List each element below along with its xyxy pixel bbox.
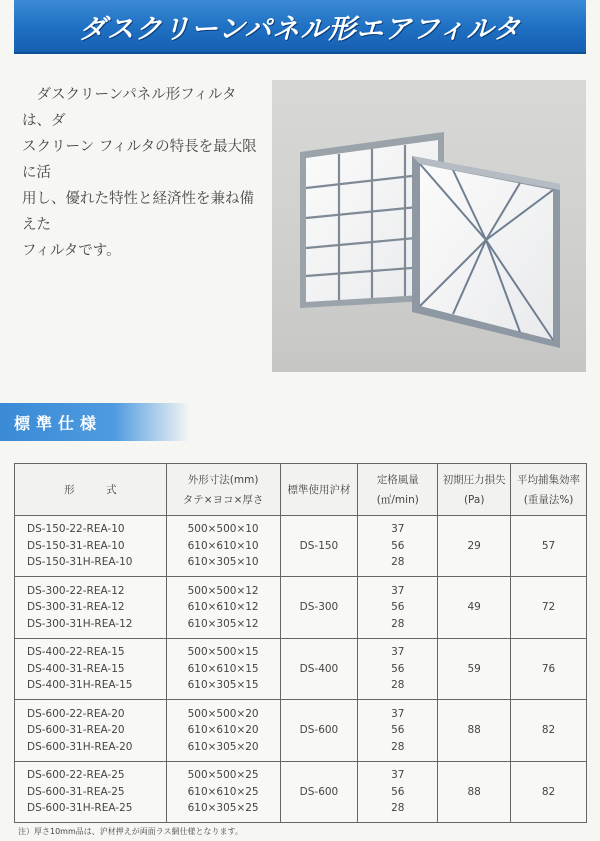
flow-value: 37 (391, 769, 405, 782)
flow-value: 56 (391, 662, 405, 675)
header-pressure-label: 初期圧力損失 (442, 473, 506, 486)
flow-value: 28 (391, 617, 405, 630)
flow-value: 28 (391, 679, 405, 692)
dims-value: 610×305×15 (187, 679, 259, 692)
dims-value: 500×500×15 (187, 646, 259, 659)
media-cell: DS-600 (280, 761, 358, 822)
model-name: DS-600-31-REA-25 (27, 785, 125, 798)
model-cell (15, 577, 167, 638)
model-name: DS-300-31H-REA-12 (27, 617, 133, 630)
dims-cell (166, 638, 280, 699)
pressure-cell: 88 (438, 700, 511, 761)
model-cell (15, 638, 167, 699)
flow-value: 28 (391, 556, 405, 569)
header-flow (358, 464, 438, 516)
pressure-cell: 88 (438, 761, 511, 822)
dims-cell (166, 577, 280, 638)
pressure-cell: 59 (438, 638, 511, 699)
model-name: DS-300-22-REA-12 (27, 584, 125, 597)
model-name: DS-150-31-REA-10 (27, 539, 125, 552)
table-row (15, 761, 587, 822)
table-row (15, 700, 587, 761)
dims-cell (166, 700, 280, 761)
model-name: DS-300-31-REA-12 (27, 601, 125, 614)
table-row (15, 516, 587, 577)
dims-cell (166, 516, 280, 577)
model-name: DS-400-31H-REA-15 (27, 679, 133, 692)
flow-cell (358, 700, 438, 761)
efficiency-cell: 72 (511, 577, 587, 638)
dims-value: 610×610×15 (187, 662, 259, 675)
pressure-cell: 29 (438, 516, 511, 577)
flow-cell (358, 577, 438, 638)
header-model: 形 式 (15, 464, 167, 516)
dims-value: 610×305×20 (187, 740, 259, 753)
dims-value: 500×500×20 (187, 707, 259, 720)
dims-value: 610×610×10 (187, 539, 259, 552)
model-name: DS-400-31-REA-15 (27, 662, 125, 675)
header-efficiency-label: 平均捕集効率 (517, 473, 581, 486)
flow-cell (358, 638, 438, 699)
efficiency-cell: 76 (511, 638, 587, 699)
intro-line: フィルタです。 (22, 243, 121, 259)
flow-value: 56 (391, 601, 405, 614)
model-name: DS-600-31H-REA-20 (27, 740, 133, 753)
dims-value: 500×500×25 (187, 769, 259, 782)
table-row (15, 577, 587, 638)
efficiency-cell: 82 (511, 700, 587, 761)
model-name: DS-600-31-REA-20 (27, 724, 125, 737)
flow-value: 37 (391, 707, 405, 720)
media-cell: DS-300 (280, 577, 358, 638)
flow-cell (358, 516, 438, 577)
header-pressure (438, 464, 511, 516)
model-cell (15, 700, 167, 761)
intro-line: スクリーン フィルタの特長を最大限に活 (22, 139, 257, 181)
intro-line: ダスクリーンパネル形フィルタは、ダ (22, 87, 237, 129)
diamond-filter-panel (412, 156, 560, 348)
efficiency-cell: 57 (511, 516, 587, 577)
flow-value: 56 (391, 539, 405, 552)
dims-value: 500×500×10 (187, 523, 259, 536)
header-efficiency (511, 464, 587, 516)
header-efficiency-unit: (重量法%) (523, 493, 574, 506)
flow-value: 56 (391, 724, 405, 737)
dims-value: 610×305×12 (187, 617, 259, 630)
model-cell (15, 516, 167, 577)
table-header-row (15, 464, 587, 516)
flow-value: 28 (391, 802, 405, 815)
dims-value: 610×610×25 (187, 785, 259, 798)
model-cell (15, 761, 167, 822)
dims-value: 610×610×20 (187, 724, 259, 737)
efficiency-cell: 82 (511, 761, 587, 822)
flow-value: 56 (391, 785, 405, 798)
header-flow-unit: (㎥/min) (376, 493, 419, 506)
model-name: DS-600-22-REA-25 (27, 769, 125, 782)
table-row (15, 638, 587, 699)
dims-value: 500×500×12 (187, 584, 259, 597)
model-name: DS-150-31H-REA-10 (27, 556, 133, 569)
page-title: ダスクリーンパネル形エアフィルタ (78, 13, 522, 45)
media-cell: DS-600 (280, 700, 358, 761)
header-pressure-unit: (Pa) (463, 493, 485, 506)
flow-value: 28 (391, 740, 405, 753)
dims-value: 610×305×10 (187, 556, 259, 569)
flow-cell (358, 761, 438, 822)
flow-value: 37 (391, 584, 405, 597)
filter-panels-illustration (272, 80, 586, 372)
model-name: DS-150-22-REA-10 (27, 523, 125, 536)
header-dims-sub: タテ×ヨコ×厚さ (182, 493, 264, 506)
section-title: 標準仕様 (14, 413, 103, 433)
media-cell: DS-400 (280, 638, 358, 699)
title-banner (14, 0, 586, 54)
header-flow-label: 定格風量 (376, 473, 419, 486)
header-dims-label: 外形寸法(mm) (187, 473, 259, 486)
spec-table (14, 463, 587, 823)
footnote: 注）厚さ10mm品は、沪材押えが両面ラス網仕様となります。 (18, 827, 243, 836)
dims-cell (166, 761, 280, 822)
intro-text (22, 82, 262, 264)
flow-value: 37 (391, 646, 405, 659)
intro-line: 用し、優れた特性と経済性を兼ね備えた (22, 191, 254, 233)
section-header (0, 403, 190, 441)
dims-value: 610×610×12 (187, 601, 259, 614)
model-name: DS-400-22-REA-15 (27, 646, 125, 659)
media-cell: DS-150 (280, 516, 358, 577)
model-name: DS-600-22-REA-20 (27, 707, 125, 720)
pressure-cell: 49 (438, 577, 511, 638)
header-media: 標準使用沪材 (280, 464, 358, 516)
dims-value: 610×305×25 (187, 802, 259, 815)
model-name: DS-600-31H-REA-25 (27, 802, 133, 815)
flow-value: 37 (391, 523, 405, 536)
product-photo (272, 80, 586, 372)
header-dims (166, 464, 280, 516)
